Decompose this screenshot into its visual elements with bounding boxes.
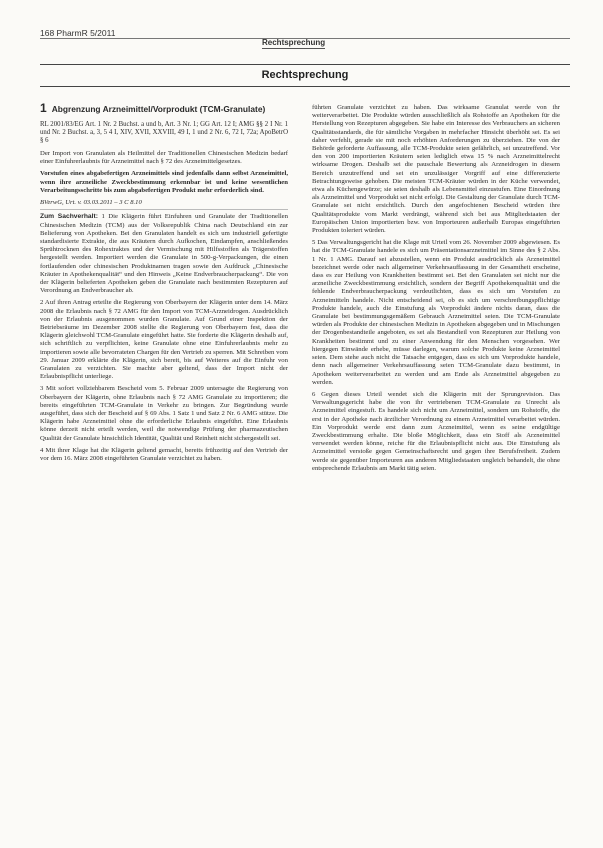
paragraph-text: 1 Die Klägerin führt Einfuhren und Granulate der Traditionellen Chinesischen Medizin (TCM) aus der Volksrepublik China nach Deutschland ein zur Belieferung von Apotheken. Bei den Granulaten handelt es sich um industriell gefertigte standardisierte Extrakte, die aus Kräutern durch Aufkochen, Eindampfen, anschließendes Sprühtrocknen des Rohextraktes und der Vermischung mit Hilfsstoffen als Trägerstoffen hergestellt werden. Importiert werden die Granulate in 500-g-Verpackungen, die einen fortlaufenden oder chinesischen Produktnamen tragen sowie den Aufdruck „Chinesische Kräuter in Apothekenqualität“ und den Hinweis „Keine Endverbraucherpackung“. Die von der Klägerin belieferten Apotheken geben die Granulate nach bestimmten Rezepturen auf Verordnung an Endverbraucher ab. — [40, 213, 288, 295]
paragraph: 2 Auf ihren Antrag erteilte die Regierung von Oberbayern der Klägerin unter dem 14. März 2008 die Erlaubnis nach § 72 AMG für den Import von TCM-Arzneidrogen. Ausdrücklich von der Erlaubnis ausgenommen wurden Granulate. Auf Grund einer Inspektion der Betriebsräume im Dezember 2008 stellte die Regierung von Oberbayern fest, dass die Klägerin gleichwohl TCM-Granulate eingeführt hatte. Sie forderte die Klägerin deshalb auf, sich schriftlich zu verpflichten, keine Granulate ohne eine Einfuhrerlaubnis mehr zu importieren sowie alle bevorrateten Chargen für den Vertrieb zu sperren. Mit Schreiben vom 29. Januar 2009 erklärte die Klägerin, sich bereit, bis auf Weiteres auf die Einfuhr von Granulaten zu verzichten. Sie machte aber geltend, dass der Import nicht der Erlaubnispflicht unterliege. — [40, 299, 288, 381]
sachverhalt-label: Zum Sachverhalt: — [40, 213, 98, 221]
page-number-journal: 168 PharmR 5/2011 — [40, 28, 116, 38]
header-rule — [40, 38, 570, 39]
left-column — [40, 101, 288, 467]
paragraph: 6 Gegen dieses Urteil wendet sich die Klägerin mit der Sprungrevision. Das Verwaltungsgericht habe die von ihr vertriebenen TCM-Granulate zu Unrecht als Arzneimittel eingestuft. Es handele sich nicht um Arzneimittel, sondern um Rohstoffe, die erst in der Apotheke nach ärztlicher Verordnung zu einem Arzneimittel verarbeitet würden. Ein Vorprodukt werde erst dann zum Arzneimittel, wenn es seine endgültige Zweckbestimmung erhalte. Die bloße Möglichkeit, dass ein Stoff als Arzneimittel verwendet werden könne, reiche für die Erlaubnispflicht nicht aus. Die Einstufung als Arzneimittel verstoße gegen Gemeinschaftsrecht und gegen ihre Berufsfreiheit. Zudem werde sie gegenüber Importeuren aus anderen Mitgliedstaaten ungleich behandelt, die ohne entsprechende Erlaubnis am Markt tätig seien. — [312, 390, 560, 472]
right-column — [312, 104, 560, 477]
article-title: Abgrenzung Arzneimittel/Vorprodukt (TCM-Granulate) — [51, 104, 266, 114]
section-title: Rechtsprechung — [40, 64, 570, 87]
article-number: 1 — [40, 101, 47, 115]
court-citation: BVerwG, Urt. v. 03.03.2011 – 3 C 8.10 — [40, 199, 288, 210]
paragraph: 5 Das Verwaltungsgericht hat die Klage mit Urteil vom 26. November 2009 abgewiesen. Es hat die TCM-Granulate handele es sich um Präsentationsarzneimittel im Sinne des § 2 Abs. 1 Nr. 1 AMG. Darauf sei abzustellen, wenn ein Produkt ausdrücklich als Arzneimittel bezeichnet werde oder nach allgemeiner Verkehrsauffassung in der Gesamtheit erscheine, dass es zur Heilung von Krankheiten bestimmt sei. Bei den Granulaten sei nicht nur die arzneiliche Zweckbestimmung ersichtlich, sondern der Begriff Apothekenqualität und die fehlende Endverbraucherpackung verdeutlichten, dass es sich um Vorstufen zu Arzneimitteln handele. Nicht entscheidend sei, ob es sich um verschreibungspflichtige Produkte handele, auch die Einstufung als Vorprodukt ändere nichts daran, dass die Granulate bei bestimmungsgemäßem Gebrauch Arzneimittel seien. Die TCM-Granulate würden als Produkte der chinesischen Medizin in Apotheken abgegeben und in Mischungen der Drogenbestandteile angeboten, es sei als Bestandteil von Rezepturen zur Heilung von Krankheiten bestimmt und zu einer Anwendung für den Menschen vorgesehen. Wer hiergegen Einwände erhebe, müsse darlegen, warum solche Produkte keine Arzneimittel seien. Dem stehe auch nicht die Tatsache entgegen, dass es sich um Vorprodukte handele, denn nach allgemeiner Verkehrsauffassung seien TCM-Granulate dazu bestimmt, in Apotheken weiterverarbeitet zu werden und am Ende als Arzneimittel abgegeben zu werden. — [312, 239, 560, 386]
running-header: Rechtsprechung — [262, 38, 326, 47]
leitsatz-1: Der Import von Granulaten als Heilmittel der Traditionellen Chinesischen Medizin bedarf einer Einfuhrerlaubnis für Arzneimittel nach § 72 des Arzneimittelgesetzes. — [40, 149, 288, 166]
paragraph — [40, 213, 288, 295]
article-headline — [40, 101, 288, 115]
paragraph: 3 Mit sofort vollziehbarem Bescheid vom 5. Februar 2009 untersagte die Regierung von Oberbayern der Klägerin, ohne Erlaubnis nach § 72 AMG Granulate zu importieren; die bereits eingeführten TCM-Granulate in Verkehr zu bringen. Zur Begründung wurde ausgeführt, dass sich der Bescheid auf § 69 Abs. 1 Satz 1 und Satz 2 Nr. 6 AMG stütze. Die Klägerin habe Arzneimittel ohne die erforderliche Erlaubnis eingeführt. Eine Erlaubnis könne derzeit nicht erteilt werden, weil die notwendige Prüfung der pharmazeutischen Qualität der Granulate hinsichtlich Identität, Qualität und Reinheit nicht sichergestellt sei. — [40, 385, 288, 442]
leitsatz-2: Vorstufen eines abgabefertigen Arzneimittels sind jedenfalls dann selbst Arzneimittel, wenn ihre arzneiliche Zweckbestimmung erkennbar ist und keine wesentlichen Verarbeitungsschritte bis zum abgabefertigen Produkt mehr erforderlich sind. — [40, 170, 288, 194]
paragraph: führten Granulate verzichtet zu haben. Das wirksame Granulat werde von ihr weiterverarbeitet. Die Produkte würden ausschließlich als Rohstoffe an Apotheken für die Herstellung von Rezepturen abgegeben. Sie habe ein Interesse des Verbrauchers an sicheren Qualitätsstandards, die für sämtliche Vorgaben in mehrfacher Hinsicht überhöht sei. Es sei daher verfehlt, gerade sie mit noch erhöhten Anforderungen zu überziehen. Die von der Behörde geforderte Auffassung, alle TCM-Produkte seien gefährlich, sei unzutreffend. Vor den von 200 importierten Kräutern seien lediglich etwa 15 % nach Arzneimittelrecht wirksame Drogen. Deshalb sei die pauschale Bewertung als Arzneidrogen in diesem Bereich unzutreffend und sei ein unzulässiger Vorgriff auf eine differenzierte Betrachtungsweise gehoben. Die meisten TCM-Kräuter würden in der Küche verwendet, etwa als Küchengewürze; sie seien deshalb als Lebensmittel einzustufen. Eine Einordnung als Arzneimittel und Vorprodukt sei nicht erfolgt. Die Gestaltung der Granulate durch TCM-Granulate sei nicht ersichtlich. Durch den angefochtenen Bescheid würden ihre Qualitätsprodukte vom Markt verdrängt, während sich bei aus Mitgliedstaaten der Europäischen Union importierten bzw. von Importeuren außerhalb Europas eingeführten Produkten toleriert würden. — [312, 104, 560, 235]
article-norms: RL 2001/83/EG Art. 1 Nr. 2 Buchst. a und b, Art. 3 Nr. 1; GG Art. 12 I; AMG §§ 2 I Nr. 1 und Nr. 2 Buchst. a, 3, 5 4 I, XIV, XVII, XXVIII, 49 I, 1 und 2 Nr. 6, 72 I, 72a; ApoBetrO § 6 — [40, 120, 288, 145]
paragraph: 4 Mit ihrer Klage hat die Klägerin geltend gemacht, bereits frühzeitig auf den Vertrieb der vor dem 16. März 2008 eingeführten Granulate verzichtet zu haben. — [40, 446, 288, 462]
